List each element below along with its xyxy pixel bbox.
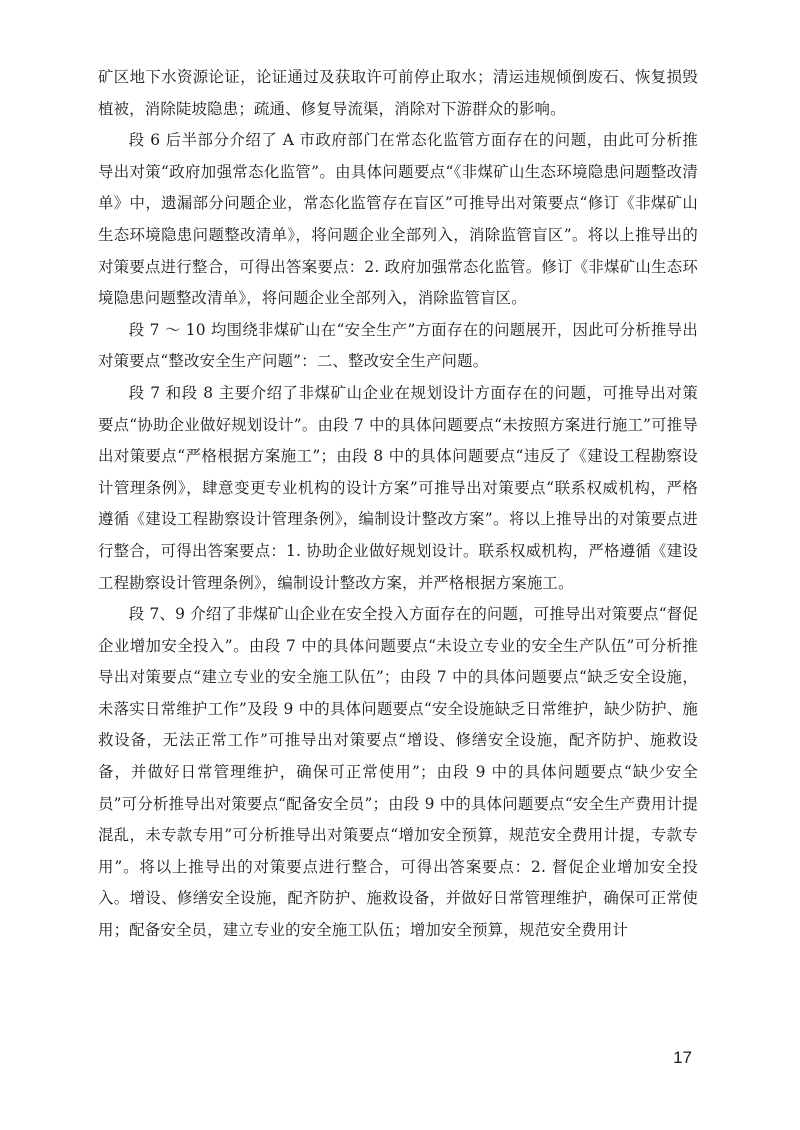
paragraph-planning-design: 段 7 和段 8 主要介绍了非煤矿山企业在规划设计方面存在的问题，可推导出对策要点“协助企业做好规划设计”。由段 7 中的具体问题要点“未按照方案进行施工”可推导出对策要点“严格根据方案施工”；由段 8 中的具体问题要点“违反了《建设工程勘察设计管理条例》，肆意变更专业机构的设计方案”可推导出对策要点“联系权威机构，严格遵循《建设工程勘察设计管理条例》，编制设计整改方案”。将以上推导出的对策要点进行整合，可得出答案要点：1. 协助企业做好规划设计。联系权威机构，严格遵循《建设工程勘察设计管理条例》，编制设计整改方案，并严格根据方案施工。 — [98, 383, 698, 592]
paragraph-continuation: 矿区地下水资源论证，论证通过及获取许可前停止取水；清运违规倾倒废石、恢复损毁植被，消除陡坡隐患；疏通、修复导流渠，消除对下游群众的影响。 — [98, 68, 698, 118]
document-body — [98, 62, 698, 947]
paragraph-safety-production-overview: 段 7 ～ 10 均围绕非煤矿山在“安全生产”方面存在的问题展开，因此可分析推导出对策要点“整改安全生产问题”：二、整改安全生产问题。 — [98, 320, 698, 371]
paragraph-safety-investment: 段 7、9 介绍了非煤矿山企业在安全投入方面存在的问题，可推导出对策要点“督促企业增加安全投入”。由段 7 中的具体问题要点“未设立专业的安全生产队伍”可分析推导出对策要点“建立专业的安全施工队伍”；由段 7 中的具体问题要点“缺乏安全设施，未落实日常维护工作”及段 9 中的具体问题要点“安全设施缺乏日常维护，缺少防护、施救设备，无法正常工作”可推导出对策要点“增设、修缮安全设施，配齐防护、施救设备，并做好日常管理维护，确保可正常使用”；由段 9 中的具体问题要点“缺少安全员”可分析推导出对策要点“配备安全员”；由段 9 中的具体问题要点“安全生产费用计提混乱，未专款专用”可分析推导出对策要点“增加安全预算，规范安全费用计提，专款专用”。将以上推导出的对策要点进行整合，可得出答案要点：2. 督促企业增加安全投入。增设、修缮安全设施，配齐防护、施救设备，并做好日常管理维护，确保可正常使用；配备安全员，建立专业的安全施工队伍；增加安全预算，规范安全费用计 — [98, 605, 698, 940]
paragraph-section-6-supervision: 段 6 后半部分介绍了 A 市政府部门在常态化监管方面存在的问题，由此可分析推导出对策“政府加强常态化监管”。由具体问题要点“《非煤矿山生态环境隐患问题整改清单》中，遗漏部分问题企业，常态化监管存在盲区”可推导出对策要点“修订《非煤矿山生态环境隐患问题整改清单》，将问题企业全部列入，消除监管盲区”。将以上推导出的对策要点进行整合，可得出答案要点：2. 政府加强常态化监管。修订《非煤矿山生态环境隐患问题整改清单》，将问题企业全部列入，消除监管盲区。 — [98, 131, 698, 308]
page-number: 17 — [673, 1048, 692, 1067]
